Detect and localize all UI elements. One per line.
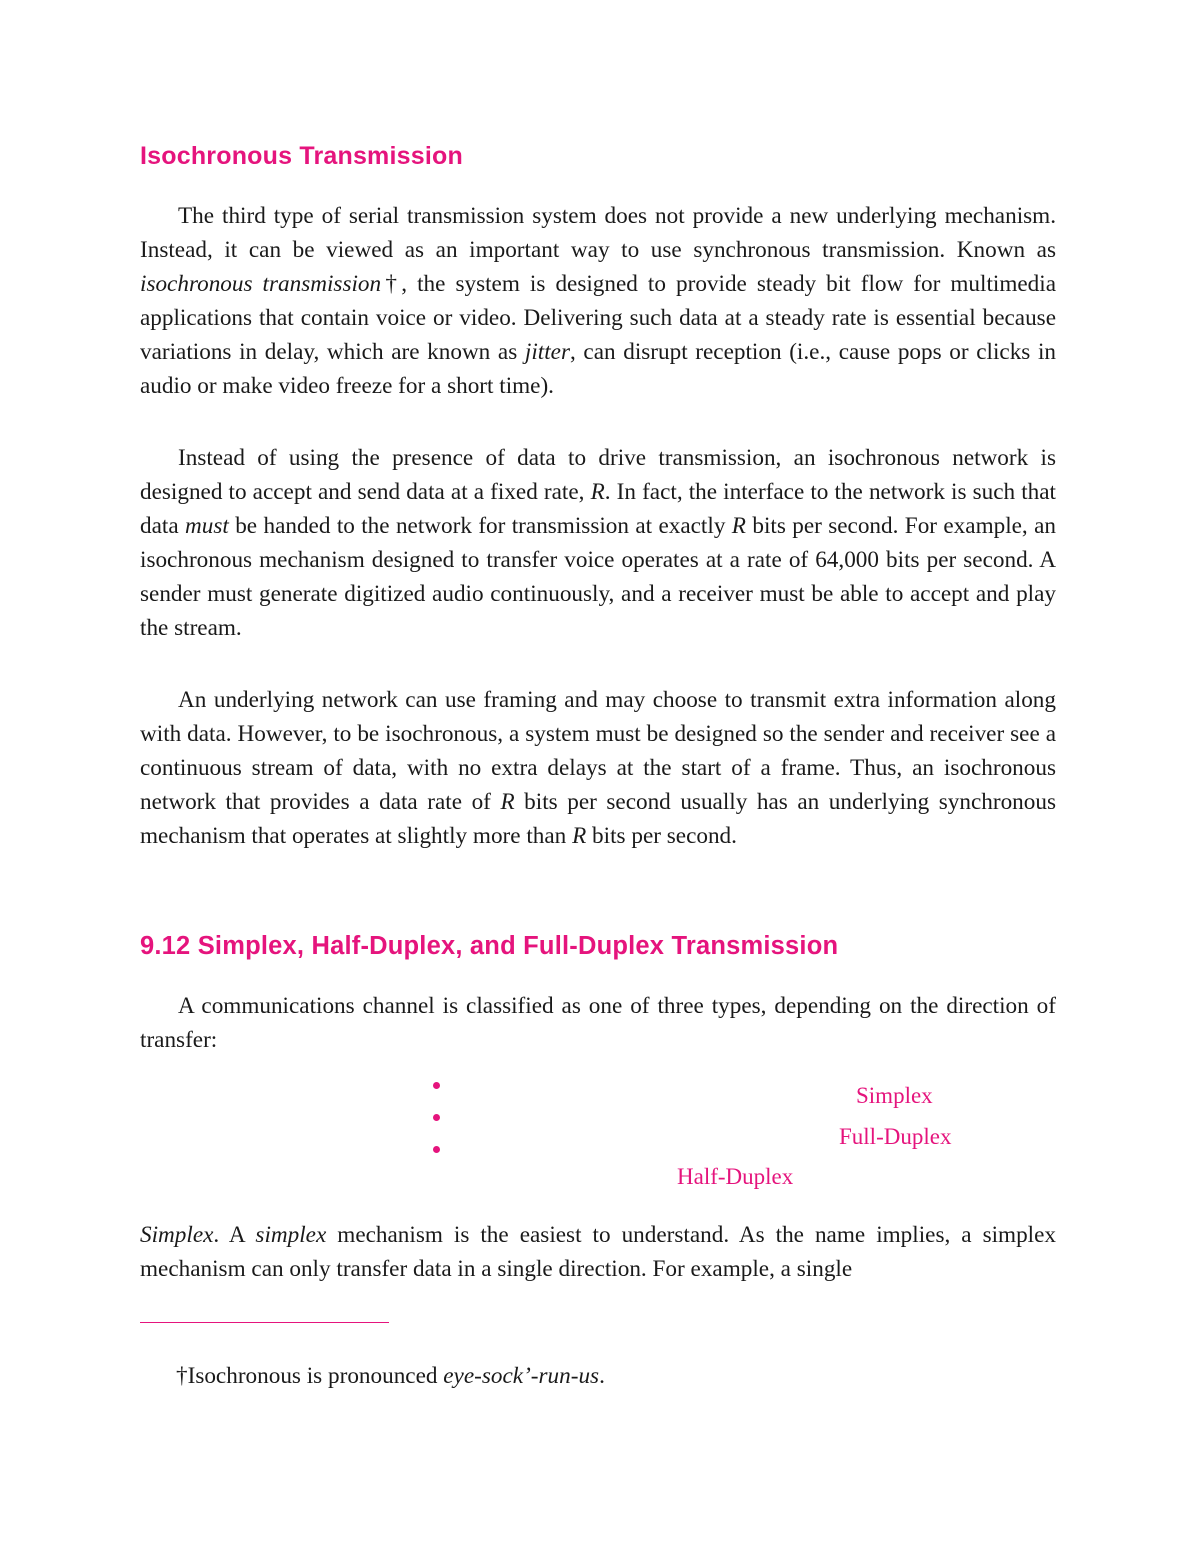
type-label-simplex: Simplex	[856, 1083, 933, 1108]
term-simplex: simplex	[255, 1222, 327, 1248]
bullet-icon	[433, 1114, 440, 1121]
p1-text-a: The third type of serial transmission system does not provide a new underlying mechanism. Instead, it can be viewed as an important way to use synchronous transmission. Known as	[140, 203, 1056, 263]
footnote-end: .	[599, 1363, 605, 1389]
p3-text-c: bits per second.	[586, 823, 737, 849]
term-isochronous-transmission: isochronous transmission	[140, 271, 382, 297]
footnote-pronunciation: eye-sock’-run-us	[443, 1363, 600, 1389]
p5-text-b: mechanism is the easiest to understand. As the name implies, a simplex mechanism can only transfer data in a single direction. For example, a single	[140, 1222, 1056, 1282]
var-r: R	[731, 513, 746, 539]
term-jitter: jitter	[524, 339, 570, 365]
type-label-half-duplex: Half-Duplex	[677, 1164, 794, 1189]
emphasis-must: must	[185, 513, 229, 539]
paragraph-framing	[140, 683, 1056, 853]
paragraph-isochronous-intro	[140, 199, 1056, 403]
p2-text-b: . In fact, the interface to the network is such that data	[140, 479, 1056, 539]
footnote-divider	[140, 1322, 389, 1323]
bullet-icon	[433, 1082, 440, 1089]
simplex-lead: Simplex	[140, 1222, 214, 1248]
p1-text-c: , can disrupt reception (i.e., cause pops or clicks in audio or make video freeze for a short time).	[140, 339, 1056, 399]
heading-section-9-12: 9.12 Simplex, Half-Duplex, and Full-Duplex Transmission	[140, 932, 839, 960]
var-r: R	[590, 479, 605, 505]
paragraph-channel-types-intro: A communications channel is classified as one of three types, depending on the direction of transfer:	[140, 993, 1056, 1053]
heading-isochronous-transmission: Isochronous Transmission	[140, 142, 463, 170]
footnote-text: †Isochronous is pronounced	[176, 1363, 444, 1389]
p5-text-a: . A	[213, 1222, 256, 1248]
p3-text-a: An underlying network can use framing and may choose to transmit extra information along with data. However, to be isochronous, a system must be designed so the sender and receiver see a continuous stream of data, with no extra delays at the start of a frame. Thus, an isochronous network that provides a data rate of	[140, 687, 1056, 815]
p2-text-d: bits per second. For example, an isochronous mechanism designed to transfer voice operates at a rate of 64,000 bits per second. A sender must generate digitized audio continuously, and a receiver must be able to accept and play the stream.	[140, 513, 1056, 641]
var-r: R	[500, 789, 515, 815]
var-r: R	[572, 823, 587, 849]
p1-text-b: †, the system is designed to provide steady bit flow for multimedia applications that contain voice or video. Delivering such data at a steady rate is essential because variations in delay, which are known as	[140, 271, 1056, 365]
p2-text-c: be handed to the network for transmission at exactly	[228, 513, 732, 539]
paragraph-simplex	[140, 1218, 1056, 1286]
p2-text-a: Instead of using the presence of data to drive transmission, an isochronous network is designed to accept and send data at a fixed rate,	[140, 445, 1056, 505]
type-label-full-duplex: Full-Duplex	[839, 1124, 952, 1149]
bullet-icon	[433, 1146, 440, 1153]
footnote	[176, 1359, 605, 1393]
p3-text-b: bits per second usually has an underlying synchronous mechanism that operates at slightly more than	[140, 789, 1056, 849]
paragraph-fixed-rate	[140, 441, 1056, 645]
